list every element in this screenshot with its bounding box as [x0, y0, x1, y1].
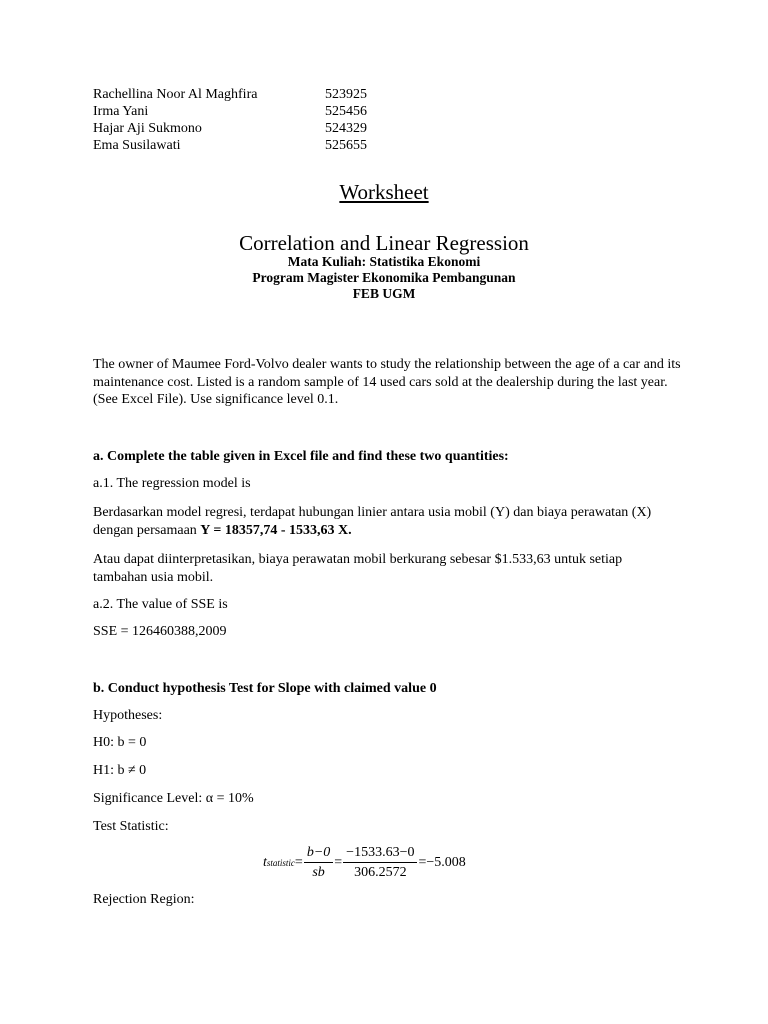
section-b-heading: b. Conduct hypothesis Test for Slope with claimed value 0 — [93, 681, 437, 696]
author-id-1: 523925 — [325, 87, 367, 102]
author-id-2: 525456 — [325, 104, 367, 119]
page-subtitle: Correlation and Linear Regression — [239, 231, 529, 255]
author-name-4: Ema Susilawati — [93, 138, 181, 153]
a1-label: a.1. The regression model is — [93, 476, 251, 491]
a1-equation: Y = 18357,74 - 1533,63 X. — [200, 522, 352, 538]
sse-value: SSE = 126460388,2009 — [93, 624, 227, 639]
fraction-1 — [304, 845, 333, 881]
intro-paragraph: The owner of Maumee Ford-Volvo dealer wants to study the relationship between the age of a car and its maintenance cost. Listed is a random sample of 14 used cars sold at the dealership during the last year. (See Excel File). Use significance level 0.1. — [93, 357, 681, 407]
fraction-2-denominator: 306.2572 — [354, 865, 407, 880]
fraction-2-numerator: −1533.63−0 — [343, 845, 417, 863]
formula-t: t — [263, 855, 267, 870]
alt-hypothesis: H1: b ≠ 0 — [93, 763, 147, 778]
program-name: Program Magister Ekonomika Pembangunan — [252, 270, 516, 285]
null-hypothesis: H0: b = 0 — [93, 735, 147, 750]
a2-label: a.2. The value of SSE is — [93, 597, 228, 612]
page-title: Worksheet — [339, 180, 429, 204]
a1-text: Berdasarkan model regresi, terdapat hubungan linier antara usia mobil (Y) dan biaya perawatan (X) dengan persamaan — [93, 505, 652, 538]
a1-paragraph — [93, 504, 653, 539]
author-id-3: 524329 — [325, 121, 367, 136]
formula-equals-1: = — [294, 855, 303, 870]
author-id-4: 525655 — [325, 138, 367, 153]
significance-level: Significance Level: α = 10% — [93, 791, 254, 806]
section-a-heading: a. Complete the table given in Excel file and find these two quantities: — [93, 449, 509, 464]
rejection-region-label: Rejection Region: — [93, 892, 195, 907]
faculty-name: FEB UGM — [352, 286, 416, 301]
author-name-2: Irma Yani — [93, 104, 149, 119]
a1-interpretation: Atau dapat diinterpretasikan, biaya perawatan mobil berkurang sebesar $1.533,63 untuk setiap tambahan usia mobil. — [93, 552, 623, 585]
test-statistic-label: Test Statistic: — [93, 819, 169, 834]
fraction-1-numerator: b−0 — [304, 845, 333, 863]
author-name-1: Rachellina Noor Al Maghfira — [93, 87, 258, 102]
fraction-1-denominator: sb — [312, 865, 325, 880]
formula-equals-2: = — [334, 855, 343, 870]
hypotheses-label: Hypotheses: — [93, 708, 163, 723]
author-name-3: Hajar Aji Sukmono — [93, 121, 202, 136]
formula-t-subscript: statistic — [266, 858, 295, 868]
formula-result: =−5.008 — [418, 855, 466, 870]
fraction-2 — [343, 845, 417, 881]
t-statistic-formula — [263, 845, 466, 881]
course-name: Mata Kuliah: Statistika Ekonomi — [287, 254, 481, 269]
